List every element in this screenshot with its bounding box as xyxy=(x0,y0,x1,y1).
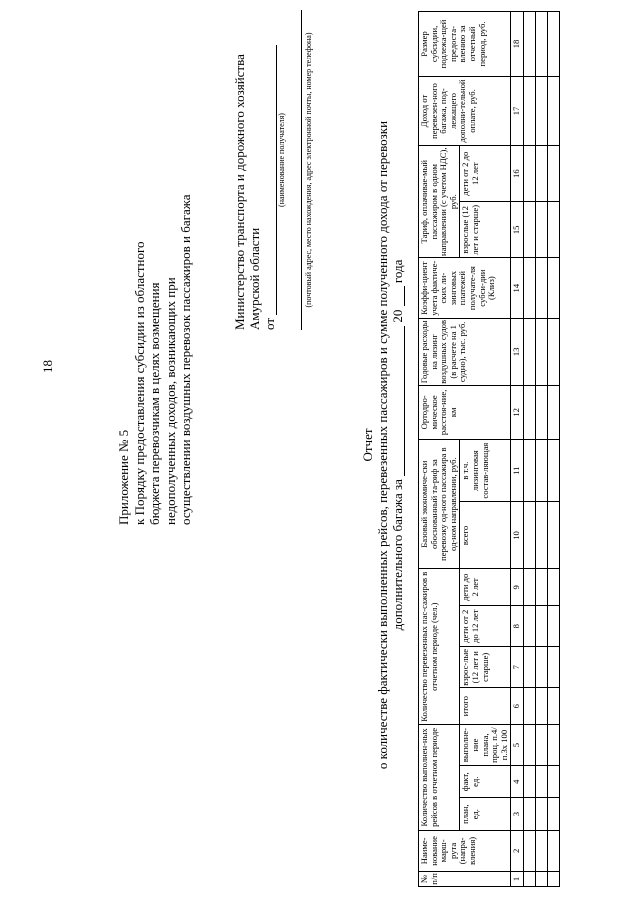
year-field[interactable] xyxy=(393,286,405,306)
recipient-field[interactable] xyxy=(264,45,277,315)
table-cell[interactable] xyxy=(547,502,559,569)
col-number: 9 xyxy=(511,569,524,606)
table-row xyxy=(547,12,559,887)
table-cell[interactable] xyxy=(535,146,547,202)
table-header-row xyxy=(419,12,460,887)
table-row xyxy=(523,12,535,887)
table-cell[interactable] xyxy=(523,385,535,439)
table-cell[interactable] xyxy=(523,146,535,202)
subheader-pax-total: итого xyxy=(460,688,511,725)
year-label: года xyxy=(390,259,405,284)
year-prefix: 20 xyxy=(390,309,405,323)
col-number: 1 xyxy=(511,871,524,886)
table-cell[interactable] xyxy=(535,647,547,688)
header-passengers: Количество перевезенных пас-сажиров в отчетном периоде (чел.) xyxy=(419,569,460,725)
subheader-percent: выполне-ние плана, проц. п.4/п.3х 100 xyxy=(460,725,511,766)
header-base-tariff: Базовый экономиче-ски обоснованный та-риф за перевозку од-ного пассажира в од-ном направлении, руб. xyxy=(419,439,460,569)
header-annual-leasing: Годовые расходы на лизинг воздушных судов (в расчете на 1 судно), тыс. руб. xyxy=(419,318,511,385)
subheader-pax-adult: взрос-лые (12 лет и старше) xyxy=(460,647,511,688)
col-number: 2 xyxy=(511,830,524,871)
table-cell[interactable] xyxy=(547,385,559,439)
table-cell[interactable] xyxy=(523,202,535,258)
col-number: 8 xyxy=(511,606,524,647)
table-cell[interactable] xyxy=(547,439,559,502)
table-cell[interactable] xyxy=(523,688,535,725)
col-number: 12 xyxy=(511,385,524,439)
from-line xyxy=(262,10,277,330)
table-cell[interactable] xyxy=(535,318,547,385)
col-number: 18 xyxy=(511,12,524,77)
col-number: 7 xyxy=(511,647,524,688)
header-orthodromic: Ортодро-мическое расстоя-ние, км xyxy=(419,385,511,439)
table-cell[interactable] xyxy=(535,830,547,871)
header-baggage-income: Доход от перевезен-ного багажа, под-лежащего дополни-тельной оплате, руб. xyxy=(419,76,511,145)
from-label: от xyxy=(262,317,277,330)
table-cell[interactable] xyxy=(535,606,547,647)
header-coefficient: Коэффи-циент учета фактиче-ских ли-зинговых платежей получате-ля субси-дии (Клиз) xyxy=(419,258,511,318)
report-table xyxy=(418,11,560,887)
table-subheader-row xyxy=(460,12,511,887)
appendix-line: к Порядку предоставления субсидии из областного xyxy=(131,241,147,525)
table-cell[interactable] xyxy=(523,647,535,688)
col-number: 11 xyxy=(511,439,524,502)
appendix-line: осуществлении воздушных перевозок пассажиров и багажа xyxy=(178,194,193,525)
table-cell[interactable] xyxy=(547,830,559,871)
table-cell[interactable] xyxy=(547,871,559,886)
subheader-pax-child-under-2: дети до 2 лет xyxy=(460,569,511,606)
table-cell[interactable] xyxy=(523,725,535,766)
table-cell[interactable] xyxy=(535,871,547,886)
address-hint: (почтовый адрес, место нахождения, адрес электронной почты, номер телефона) xyxy=(301,10,314,330)
col-number: 5 xyxy=(511,725,524,766)
subheader-tariff-adult: взрослые (12 лет и старше) xyxy=(460,202,511,258)
table-cell[interactable] xyxy=(547,202,559,258)
table-cell[interactable] xyxy=(535,439,547,502)
table-cell[interactable] xyxy=(523,258,535,318)
subheader-plan: план, ед. xyxy=(460,798,511,830)
table-cell[interactable] xyxy=(523,76,535,145)
table-cell[interactable] xyxy=(535,202,547,258)
table-cell[interactable] xyxy=(547,798,559,830)
table-cell[interactable] xyxy=(535,798,547,830)
report-heading: Отчет xyxy=(360,428,375,462)
table-cell[interactable] xyxy=(547,12,559,77)
appendix-header xyxy=(116,20,194,525)
ministry-region: Амурской области xyxy=(247,227,262,330)
header-num: № п/п xyxy=(419,871,511,886)
col-number: 15 xyxy=(511,202,524,258)
col-number: 13 xyxy=(511,318,524,385)
table-cell[interactable] xyxy=(535,12,547,77)
table-row xyxy=(535,12,547,887)
table-cell[interactable] xyxy=(523,766,535,798)
table-cell[interactable] xyxy=(547,647,559,688)
table-cell[interactable] xyxy=(547,76,559,145)
col-number: 16 xyxy=(511,146,524,202)
table-cell[interactable] xyxy=(535,766,547,798)
table-cell[interactable] xyxy=(547,606,559,647)
header-tariff-paid: Тариф, оплачивае-мый пассажиром в одном направлении (с учетом НДС), руб. xyxy=(419,146,460,258)
subheader-pax-child-2-12: дети от 2 до 12 лет xyxy=(460,606,511,647)
table-cell[interactable] xyxy=(535,385,547,439)
col-number: 10 xyxy=(511,502,524,569)
table-cell[interactable] xyxy=(523,798,535,830)
table-cell[interactable] xyxy=(523,12,535,77)
table-cell[interactable] xyxy=(535,688,547,725)
table-cell[interactable] xyxy=(523,439,535,502)
header-subsidy: Размер субсидии, подлежа-щей предоста-влению за отчетный период, руб. xyxy=(419,12,511,77)
subheader-base-total: всего xyxy=(460,502,511,569)
subheader-tariff-child: дети от 2 до 12 лет xyxy=(460,146,511,202)
period-field[interactable] xyxy=(393,326,405,476)
appendix-line: бюджета перевозчикам в целях возмещения xyxy=(147,282,162,525)
report-subtitle-2 xyxy=(390,45,405,845)
subheader-base-leasing: в т.ч. лизинговая состав-ляющая xyxy=(460,439,511,502)
appendix-title: Приложение № 5 xyxy=(116,429,131,525)
ministry-name: Министерство транспорта и дорожного хозяйства xyxy=(232,54,247,330)
appendix-line: недополученных доходов, возникающих при xyxy=(162,277,178,525)
col-number: 3 xyxy=(511,798,524,830)
page-number: 18 xyxy=(40,360,55,373)
table-cell[interactable] xyxy=(547,569,559,606)
table-cell[interactable] xyxy=(547,766,559,798)
subheader-fact: факт, ед. xyxy=(460,766,511,798)
col-number: 17 xyxy=(511,76,524,145)
table-cell[interactable] xyxy=(523,871,535,886)
table-cell[interactable] xyxy=(547,688,559,725)
addressee-block xyxy=(232,10,314,330)
table-cell[interactable] xyxy=(547,725,559,766)
table-cell[interactable] xyxy=(523,830,535,871)
table-cell[interactable] xyxy=(547,258,559,318)
table-cell[interactable] xyxy=(547,318,559,385)
col-number: 6 xyxy=(511,688,524,725)
table-cell[interactable] xyxy=(523,606,535,647)
table-cell[interactable] xyxy=(523,502,535,569)
column-number-row xyxy=(511,12,524,887)
header-route: Наиме-нование марш-рута (напра-вления) xyxy=(419,830,511,871)
recipient-hint: (наименование получателя) xyxy=(277,113,286,207)
table-cell[interactable] xyxy=(547,146,559,202)
header-flights: Количество выполнен-ных рейсов в отчетном периоде xyxy=(419,725,460,831)
table-cell[interactable] xyxy=(535,258,547,318)
col-number: 14 xyxy=(511,258,524,318)
table-cell[interactable] xyxy=(535,725,547,766)
table-cell[interactable] xyxy=(523,569,535,606)
table-cell[interactable] xyxy=(535,502,547,569)
period-label: дополнительного багажа за xyxy=(390,479,405,631)
report-subtitle-1: о количестве фактически выполненных рейсов, перевезенных пассажиров и сумме полученного дохода от перевозки xyxy=(375,120,390,770)
report-title xyxy=(360,45,405,845)
col-number: 4 xyxy=(511,766,524,798)
table-cell[interactable] xyxy=(535,76,547,145)
table-cell[interactable] xyxy=(535,569,547,606)
table-cell[interactable] xyxy=(523,318,535,385)
